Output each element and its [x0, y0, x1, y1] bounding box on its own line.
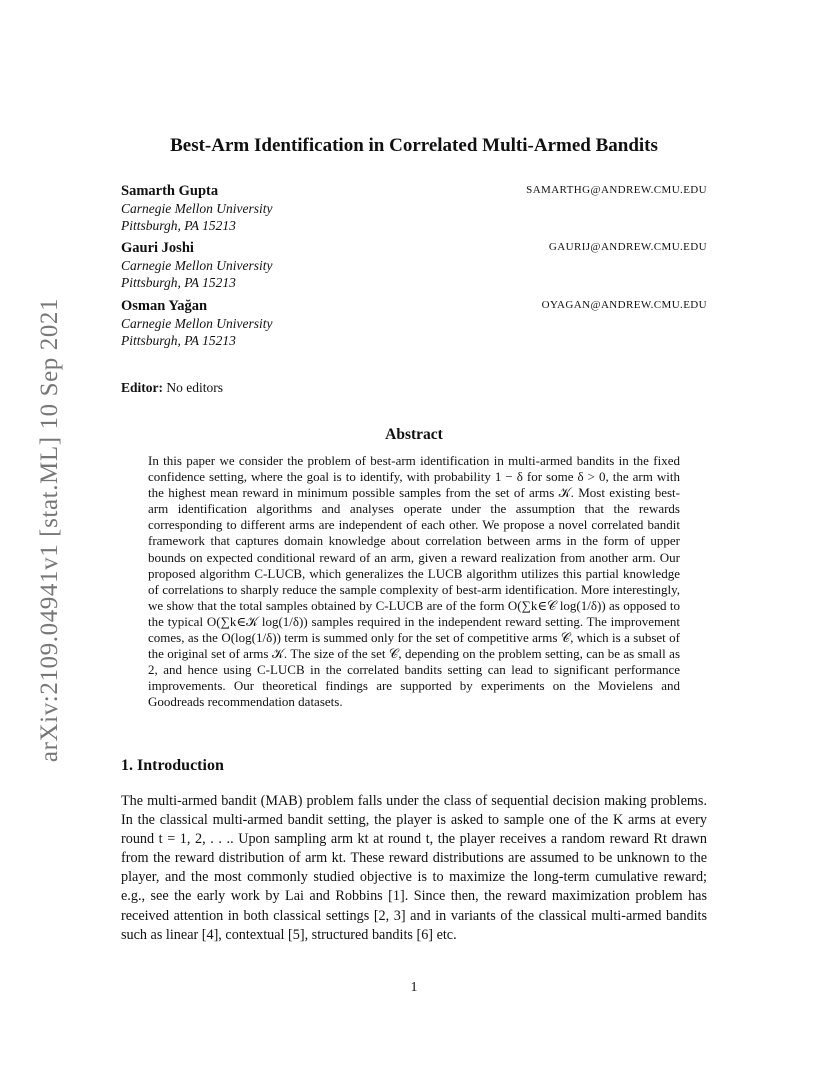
author-affiliation: Carnegie Mellon University: [121, 316, 273, 331]
abstract-text: In this paper we consider the problem of best-arm identification in multi-armed bandits in the fixed confidence setting, where the goal is to identify, with probability 1 − δ for some δ > 0, the arm with the highest mean reward in minimum possible samples from the set of arms 𝒦. Most existing best-arm identification algorithms and analyses operate under the assumption that the rewards corresponding to different arms are independent of each other. We propose a novel correlated bandit framework that captures domain knowledge about correlation between arms in the form of upper bounds on expected conditional reward of an arm, given a reward realization from another arm. Our proposed algorithm C-LUCB, which generalizes the LUCB algorithm utilizes this partial knowledge of correlations to sharply reduce the sample complexity of best-arm identification. More interestingly, we show that the total samples obtained by C-LUCB are of the form O(∑k∈𝒞 log(1/δ)) as opposed to the typical O(∑k∈𝒦 log(1/δ)) samples required in the independent reward setting. The improvement comes, as the O(log(1/δ)) term is summed only for the set of competitive arms 𝒞, which is a subset of the original set of arms 𝒦. The size of the set 𝒞, depending on the problem setting, can be as small as 2, and hence using C-LUCB in the correlated bandits setting can lead to significant performance improvements. Our theoretical findings are supported by experiments on the Movielens and Goodreads recommendation datasets.: [148, 453, 680, 710]
abstract-heading: Abstract: [385, 426, 443, 443]
editor-line: [121, 380, 223, 396]
author-email: OYAGAN@ANDREW.CMU.EDU: [541, 299, 707, 311]
editor-value: No editors: [166, 380, 223, 395]
author-name: Samarth Gupta: [121, 183, 219, 199]
author-address: Pittsburgh, PA 15213: [121, 218, 236, 233]
intro-paragraph: The multi-armed bandit (MAB) problem falls under the class of sequential decision making problems. In the classical multi-armed bandit setting, the player is asked to sample one of the K arms at every round t = 1, 2, . . .. Upon sampling arm kt at round t, the player receives a random reward Rt drawn from the reward distribution of arm kt. These reward distributions are assumed to be unknown to the player, and the most commonly studied objective is to maximize the long-term cumulative reward; e.g., see the early work by Lai and Robbins [1]. Since then, the reward maximization problem has received attention in both classical settings [2, 3] and in variants of the classical multi-armed bandits such as linear [4], contextual [5], structured bandits [6] etc.: [121, 793, 707, 943]
section-heading: 1. Introduction: [121, 757, 224, 774]
paper-title: Best-Arm Identification in Correlated Multi-Armed Bandits: [170, 135, 658, 156]
author-name: Osman Yağan: [121, 298, 208, 314]
author-email: GAURIJ@ANDREW.CMU.EDU: [548, 241, 707, 253]
editor-label: Editor:: [121, 380, 163, 395]
author-affiliation: Carnegie Mellon University: [121, 258, 273, 273]
author-address: Pittsburgh, PA 15213: [121, 333, 236, 348]
author-block: [121, 297, 707, 349]
author-block: [121, 239, 707, 291]
arxiv-stamp: arXiv:2109.04941v1 [stat.ML] 10 Sep 2021: [36, 297, 63, 763]
author-address: Pittsburgh, PA 15213: [121, 275, 236, 290]
page-number: 1: [410, 980, 418, 995]
author-name: Gauri Joshi: [121, 240, 194, 256]
author-affiliation: Carnegie Mellon University: [121, 201, 273, 216]
author-block: [121, 182, 707, 234]
author-email: SAMARTHG@ANDREW.CMU.EDU: [526, 184, 707, 196]
